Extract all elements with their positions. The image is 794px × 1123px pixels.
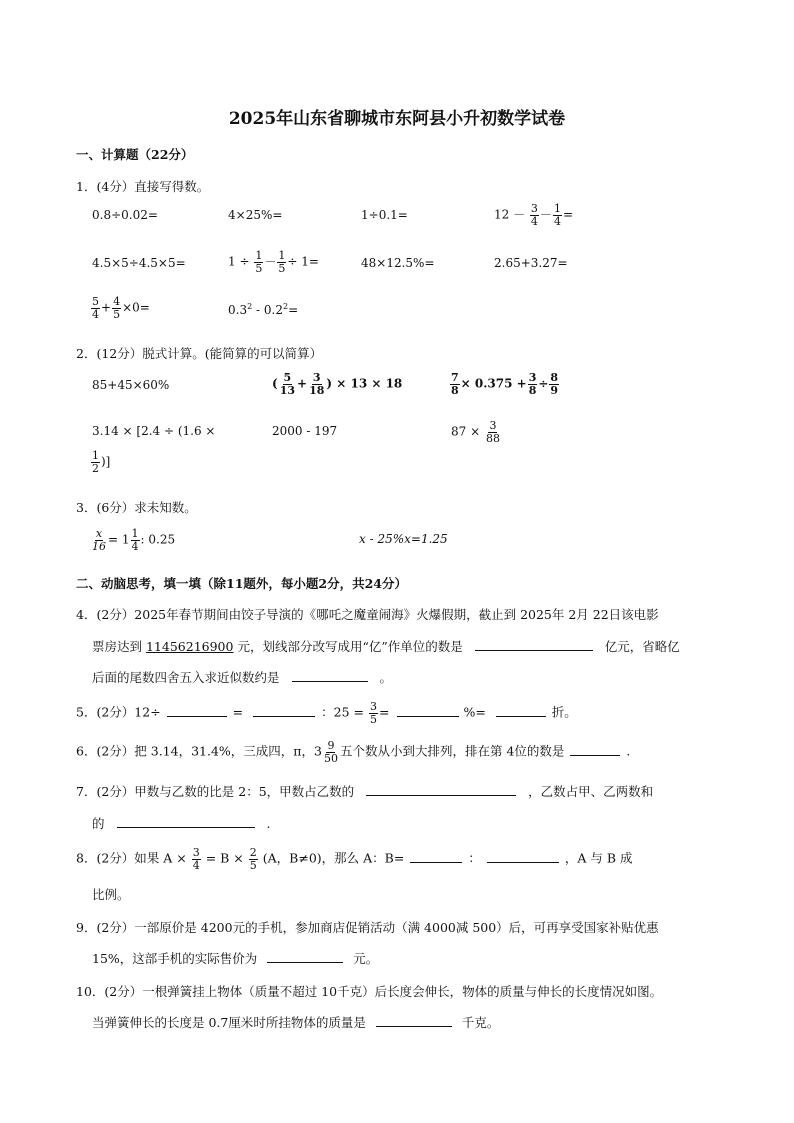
q1-expr-9: $\frac{5}{4}$ + $\frac{4}{5}$ ×0=	[92, 295, 150, 321]
q1-expr-3: 1÷0.1=	[361, 208, 408, 222]
question-6: 6．(2分）把 3.14，31.4%，三成四，π，3 $\frac{9}{50}$ 五个数从小到大排列，排在第 4位的数是 .	[76, 739, 631, 765]
answer-blank[interactable]	[496, 704, 546, 717]
question-8-line-1: 8．(2分）如果 A × $\frac{3}{4}$ = B × $\frac{2}{5}$ (A，B≠0)，那么 A：B= ： ，A 与 B 成	[76, 846, 633, 872]
fraction: $\frac{3}{8}$	[528, 371, 537, 397]
section-heading-2: 二、动脑思考，填一填（除11题外，每小题2分，共24分）	[76, 576, 407, 591]
question-2-stem: 2．(12分）脱式计算。(能简算的可以简算）	[76, 346, 323, 361]
question-3-stem: 3．(6分）求未知数。	[76, 500, 197, 515]
fraction: $\frac{3}{4}$	[530, 202, 538, 228]
q1-expr-2: 4×25%=	[228, 208, 283, 222]
fraction: $\frac{1}{2}$	[92, 449, 99, 475]
fraction: $\frac{x}{16}$	[92, 527, 106, 553]
q2-expr-3: $\frac{7}{8}$ × 0.375 + $\frac{3}{8}$ ÷ $\frac{8}{9}$	[451, 371, 559, 397]
answer-blank[interactable]	[117, 815, 255, 828]
question-4-line-1: 4．(2分）2025年春节期间由饺子导演的《哪吒之魔童闹海》火爆假期，截止到 2025年 2月 22日该电影	[76, 607, 659, 622]
question-9-line-1: 9．(2分）一部原价是 4200元的手机，参加商店促销活动（满 4000减 500）后，可再享受国家补贴优惠	[76, 920, 659, 935]
q1-expr-8: 2.65+3.27=	[494, 256, 568, 270]
answer-blank[interactable]	[253, 704, 315, 717]
question-10-line-1: 10．(2分）一根弹簧挂上物体（质量不超过 10千克）后长度会伸长，物体的质量与伸长的长度情况如图。	[76, 984, 663, 999]
question-4-line-3: 后面的尾数四舍五入求近似数约是 。	[92, 670, 392, 685]
q2-expr-1: 85+45×60%	[92, 378, 170, 392]
question-7-line-2: 的 .	[92, 816, 271, 831]
answer-blank[interactable]	[366, 783, 516, 796]
q2-expr-4-cont: $\frac{1}{2}$ )]	[92, 449, 111, 475]
section-heading-1: 一、计算题（22分）	[76, 147, 194, 162]
question-9-line-2: 15%，这部手机的实际售价为 元。	[92, 951, 379, 966]
fraction: $\frac{2}{5}$	[249, 846, 257, 872]
q3-equation-2: x - 25%x=1.25	[359, 532, 448, 546]
fraction: $\frac{3}{18}$	[309, 371, 325, 397]
answer-blank[interactable]	[292, 669, 368, 682]
fraction: $\frac{4}{5}$	[113, 295, 121, 321]
question-1-stem: 1．(4分）直接写得数。	[76, 179, 210, 194]
question-7-line-1: 7．(2分）甲数与乙数的比是 2：5，甲数占乙数的 ，乙数占甲、乙两数和	[76, 784, 654, 799]
question-10-line-2: 当弹簧伸长的长度是 0.7厘米时所挂物体的质量是 千克。	[92, 1015, 500, 1030]
question-8-line-2: 比例。	[92, 887, 130, 902]
q1-expr-1: 0.8÷0.02=	[92, 208, 158, 222]
fraction: $\frac{3}{4}$	[192, 846, 200, 872]
fraction: $\frac{1}{4}$	[553, 202, 561, 228]
answer-blank[interactable]	[570, 743, 620, 756]
q1-expr-10: $0.3^2 - 0.2^2=$	[228, 302, 299, 317]
fraction: $\frac{3}{88}$	[485, 419, 500, 445]
answer-blank[interactable]	[397, 704, 459, 717]
fraction: $\frac{1}{5}$	[278, 249, 286, 275]
q1-expr-7: 48×12.5%=	[361, 256, 435, 270]
fraction: $\frac{7}{8}$	[451, 371, 459, 397]
q2-expr-2: ( $\frac{5}{13}$ + $\frac{3}{18}$ ) × 13 × 18	[272, 371, 403, 397]
fraction: $\frac{3}{5}$	[369, 700, 377, 726]
fraction: $\frac{1}{4}$	[131, 527, 139, 553]
question-5: 5．(2分）12÷ = ：25 = $\frac{3}{5}$ = %= 折。	[76, 700, 577, 726]
fraction: $\frac{5}{4}$	[92, 295, 99, 321]
question-4-line-2: 票房达到 11456216900 元，划线部分改写成用“亿”作单位的数是 亿元，省略亿	[92, 639, 680, 654]
answer-blank[interactable]	[410, 850, 462, 863]
fraction: $\frac{9}{50}$	[323, 739, 338, 765]
q1-expr-5: 4.5×5÷4.5×5=	[92, 256, 186, 270]
q2-expr-4: 3.14 × [2.4 ÷ (1.6 ×	[92, 424, 216, 438]
q3-equation-1: $\frac{x}{16}$ = 1 $\frac{1}{4}$ : 0.25	[92, 527, 176, 553]
answer-blank[interactable]	[167, 704, 227, 717]
q2-expr-5: 2000 - 197	[272, 424, 338, 438]
answer-blank[interactable]	[487, 850, 559, 863]
fraction: $\frac{5}{13}$	[279, 371, 295, 397]
fraction: $\frac{1}{5}$	[255, 249, 263, 275]
q2-expr-6: 87 × $\frac{3}{88}$	[451, 419, 500, 445]
q1-expr-4: 12 － $\frac{3}{4}$ － $\frac{1}{4}$ =	[494, 202, 573, 228]
answer-blank[interactable]	[376, 1014, 452, 1027]
fraction: $\frac{8}{9}$	[550, 371, 559, 397]
underlined-number: 11456216900	[145, 639, 234, 654]
page-title: 2025年山东省聊城市东阿县小升初数学试卷	[228, 109, 566, 129]
answer-blank[interactable]	[475, 638, 593, 651]
answer-blank[interactable]	[267, 950, 343, 963]
q1-expr-6: 1 ÷ $\frac{1}{5}$ － $\frac{1}{5}$ ÷ 1=	[228, 249, 319, 275]
